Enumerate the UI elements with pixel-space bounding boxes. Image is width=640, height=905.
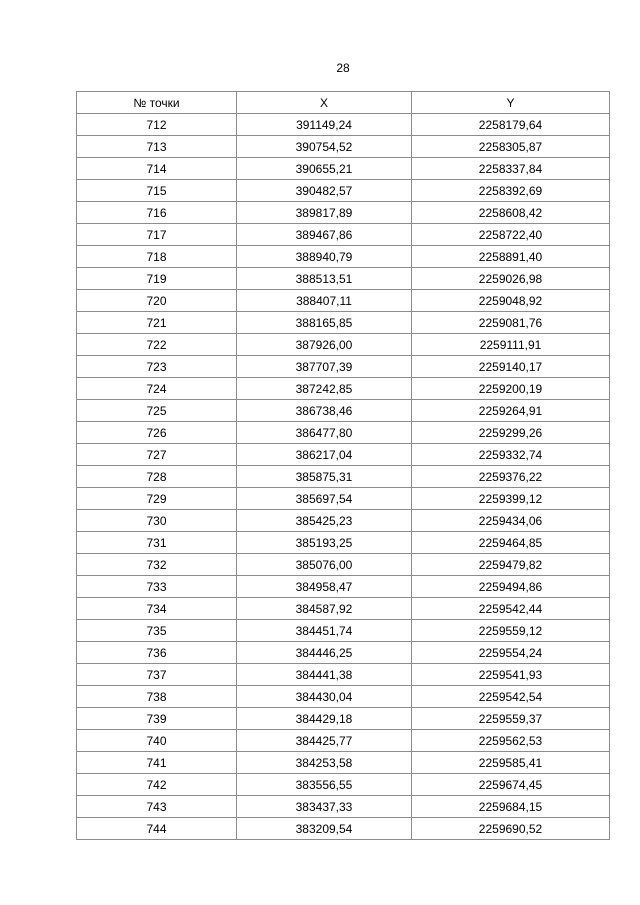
- table-row: [77, 532, 610, 554]
- table-row: [77, 290, 610, 312]
- table-row: [77, 444, 610, 466]
- table-row: [77, 422, 610, 444]
- table-row: [77, 642, 610, 664]
- table-row: [77, 246, 610, 268]
- cell-x: 387926,00: [237, 334, 412, 356]
- cell-x: 384425,77: [237, 730, 412, 752]
- cell-point-number: 716: [77, 202, 237, 224]
- cell-point-number: 739: [77, 708, 237, 730]
- cell-y: 2259200,19: [412, 378, 610, 400]
- cell-y: 2258722,40: [412, 224, 610, 246]
- cell-y: 2259479,82: [412, 554, 610, 576]
- table-row: [77, 774, 610, 796]
- table-row: [77, 378, 610, 400]
- cell-y: 2259562,53: [412, 730, 610, 752]
- cell-point-number: 717: [77, 224, 237, 246]
- cell-x: 388513,51: [237, 268, 412, 290]
- cell-point-number: 737: [77, 664, 237, 686]
- cell-y: 2258337,84: [412, 158, 610, 180]
- cell-point-number: 733: [77, 576, 237, 598]
- cell-point-number: 721: [77, 312, 237, 334]
- cell-x: 384958,47: [237, 576, 412, 598]
- cell-point-number: 734: [77, 598, 237, 620]
- cell-y: 2259674,45: [412, 774, 610, 796]
- cell-point-number: 740: [77, 730, 237, 752]
- table-row: [77, 488, 610, 510]
- table-row: [77, 334, 610, 356]
- cell-x: 385875,31: [237, 466, 412, 488]
- table-row: [77, 510, 610, 532]
- header-x: X: [237, 92, 412, 114]
- cell-point-number: 723: [77, 356, 237, 378]
- table-row: [77, 400, 610, 422]
- cell-x: 384429,18: [237, 708, 412, 730]
- cell-point-number: 722: [77, 334, 237, 356]
- cell-point-number: 736: [77, 642, 237, 664]
- table-row: [77, 664, 610, 686]
- table-row: [77, 114, 610, 136]
- cell-x: 385425,23: [237, 510, 412, 532]
- cell-point-number: 735: [77, 620, 237, 642]
- cell-x: 385076,00: [237, 554, 412, 576]
- cell-y: 2258179,64: [412, 114, 610, 136]
- cell-y: 2259111,91: [412, 334, 610, 356]
- cell-point-number: 729: [77, 488, 237, 510]
- cell-y: 2258392,69: [412, 180, 610, 202]
- cell-x: 390482,57: [237, 180, 412, 202]
- cell-point-number: 720: [77, 290, 237, 312]
- cell-y: 2259542,44: [412, 598, 610, 620]
- table-row: [77, 818, 610, 840]
- table-row: [77, 708, 610, 730]
- cell-y: 2259559,12: [412, 620, 610, 642]
- table-row: [77, 136, 610, 158]
- cell-x: 383556,55: [237, 774, 412, 796]
- cell-x: 387242,85: [237, 378, 412, 400]
- cell-point-number: 718: [77, 246, 237, 268]
- cell-x: 390754,52: [237, 136, 412, 158]
- cell-point-number: 728: [77, 466, 237, 488]
- cell-y: 2259541,93: [412, 664, 610, 686]
- cell-point-number: 738: [77, 686, 237, 708]
- table-row: [77, 752, 610, 774]
- table-header-row: [77, 92, 610, 114]
- cell-y: 2259299,26: [412, 422, 610, 444]
- cell-y: 2259399,12: [412, 488, 610, 510]
- cell-point-number: 726: [77, 422, 237, 444]
- cell-y: 2259434,06: [412, 510, 610, 532]
- cell-x: 385697,54: [237, 488, 412, 510]
- cell-point-number: 741: [77, 752, 237, 774]
- table-row: [77, 730, 610, 752]
- cell-point-number: 715: [77, 180, 237, 202]
- cell-x: 384253,58: [237, 752, 412, 774]
- cell-x: 391149,24: [237, 114, 412, 136]
- cell-y: 2258891,40: [412, 246, 610, 268]
- table-body: [77, 114, 610, 840]
- cell-x: 389817,89: [237, 202, 412, 224]
- cell-y: 2259026,98: [412, 268, 610, 290]
- cell-point-number: 730: [77, 510, 237, 532]
- cell-point-number: 713: [77, 136, 237, 158]
- cell-y: 2259081,76: [412, 312, 610, 334]
- cell-y: 2259140,17: [412, 356, 610, 378]
- table-row: [77, 686, 610, 708]
- cell-y: 2259464,85: [412, 532, 610, 554]
- table-row: [77, 202, 610, 224]
- cell-y: 2259048,92: [412, 290, 610, 312]
- cell-x: 383437,33: [237, 796, 412, 818]
- table-row: [77, 356, 610, 378]
- header-y: Y: [412, 92, 610, 114]
- cell-x: 390655,21: [237, 158, 412, 180]
- table-row: [77, 312, 610, 334]
- cell-x: 388940,79: [237, 246, 412, 268]
- cell-point-number: 743: [77, 796, 237, 818]
- cell-x: 388165,85: [237, 312, 412, 334]
- cell-y: 2259332,74: [412, 444, 610, 466]
- cell-y: 2259690,52: [412, 818, 610, 840]
- table-row: [77, 576, 610, 598]
- cell-point-number: 727: [77, 444, 237, 466]
- cell-x: 388407,11: [237, 290, 412, 312]
- cell-point-number: 742: [77, 774, 237, 796]
- cell-x: 384441,38: [237, 664, 412, 686]
- cell-y: 2259542,54: [412, 686, 610, 708]
- cell-x: 387707,39: [237, 356, 412, 378]
- cell-x: 386477,80: [237, 422, 412, 444]
- page-number: 28: [336, 61, 350, 75]
- cell-y: 2259559,37: [412, 708, 610, 730]
- table-row: [77, 466, 610, 488]
- table-row: [77, 554, 610, 576]
- header-point-number: № точки: [77, 92, 237, 114]
- cell-point-number: 714: [77, 158, 237, 180]
- cell-y: 2259376,22: [412, 466, 610, 488]
- cell-x: 383209,54: [237, 818, 412, 840]
- cell-x: 385193,25: [237, 532, 412, 554]
- table-row: [77, 158, 610, 180]
- coordinates-table: [76, 91, 610, 840]
- cell-y: 2258608,42: [412, 202, 610, 224]
- cell-y: 2259554,24: [412, 642, 610, 664]
- table-row: [77, 620, 610, 642]
- cell-y: 2259494,86: [412, 576, 610, 598]
- cell-x: 384430,04: [237, 686, 412, 708]
- cell-x: 384587,92: [237, 598, 412, 620]
- cell-point-number: 724: [77, 378, 237, 400]
- cell-point-number: 731: [77, 532, 237, 554]
- table-row: [77, 598, 610, 620]
- cell-x: 389467,86: [237, 224, 412, 246]
- cell-y: 2259585,41: [412, 752, 610, 774]
- cell-x: 386217,04: [237, 444, 412, 466]
- table-row: [77, 796, 610, 818]
- cell-point-number: 712: [77, 114, 237, 136]
- cell-point-number: 732: [77, 554, 237, 576]
- cell-y: 2259264,91: [412, 400, 610, 422]
- cell-y: 2259684,15: [412, 796, 610, 818]
- cell-point-number: 744: [77, 818, 237, 840]
- table-row: [77, 180, 610, 202]
- cell-x: 384451,74: [237, 620, 412, 642]
- cell-y: 2258305,87: [412, 136, 610, 158]
- cell-point-number: 719: [77, 268, 237, 290]
- table-row: [77, 268, 610, 290]
- cell-x: 384446,25: [237, 642, 412, 664]
- cell-point-number: 725: [77, 400, 237, 422]
- table-row: [77, 224, 610, 246]
- cell-x: 386738,46: [237, 400, 412, 422]
